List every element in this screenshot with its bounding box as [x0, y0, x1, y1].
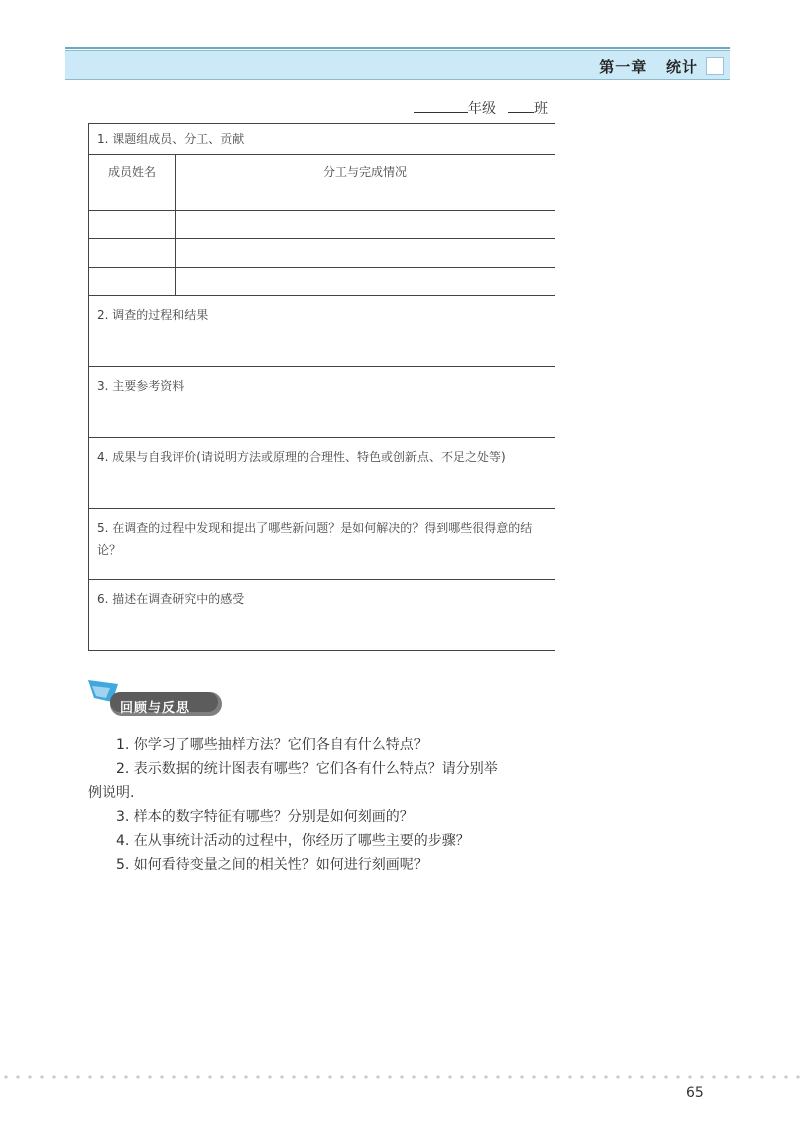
- page-number: 65: [686, 1085, 704, 1101]
- review-title: 回顾与反思: [120, 701, 191, 716]
- form-row-process-results[interactable]: 2. 调查的过程和结果: [89, 296, 555, 367]
- class-label: 班: [534, 101, 548, 117]
- chapter-marker-box: [706, 57, 724, 75]
- form-row-members: 1. 课题组成员、分工、贡献: [89, 124, 555, 155]
- review-question: 2. 表示数据的统计图表有哪些？它们各有什么特点？请分别举: [116, 761, 498, 777]
- grade-class-line: [414, 98, 548, 118]
- col-work-status: 分工与完成情况: [322, 165, 407, 179]
- review-question-continuation: 例说明.: [88, 785, 135, 801]
- form-row-feelings[interactable]: 6. 描述在调查研究中的感受: [97, 592, 245, 606]
- col-member-name: 成员姓名: [107, 165, 156, 179]
- footer-dotted-line: [0, 1074, 800, 1080]
- chapter-title: 第一章 统计: [599, 58, 698, 76]
- review-question: 4. 在从事统计活动的过程中，你经历了哪些主要的步骤？: [116, 833, 470, 849]
- form-member-row[interactable]: [89, 239, 555, 268]
- grade-label: 年级: [468, 101, 496, 117]
- review-question: 1. 你学习了哪些抽样方法？它们各自有什么特点？: [116, 737, 428, 753]
- review-question: 5. 如何看待变量之间的相关性？如何进行刻画呢？: [116, 857, 428, 873]
- class-blank[interactable]: [508, 98, 534, 113]
- form-row-member-header: [89, 155, 555, 211]
- project-report-form: [88, 123, 555, 651]
- grade-blank[interactable]: [414, 98, 468, 113]
- form-row-self-evaluation[interactable]: 4. 成果与自我评价(请说明方法或原理的合理性、特色或创新点、不足之处等): [89, 438, 555, 509]
- header-accent-line: [65, 47, 730, 49]
- form-row-new-questions[interactable]: 5. 在调查的过程中发现和提出了哪些新问题？是如何解决的？得到哪些很得意的结论？: [89, 509, 555, 580]
- review-question: 3. 样本的数字特征有哪些？分别是如何刻画的？: [116, 809, 414, 825]
- form-member-row[interactable]: [89, 268, 555, 296]
- form-member-row[interactable]: [89, 211, 555, 239]
- form-row-references[interactable]: 3. 主要参考资料: [89, 367, 555, 438]
- chapter-header: [65, 50, 730, 80]
- review-questions: [88, 733, 568, 877]
